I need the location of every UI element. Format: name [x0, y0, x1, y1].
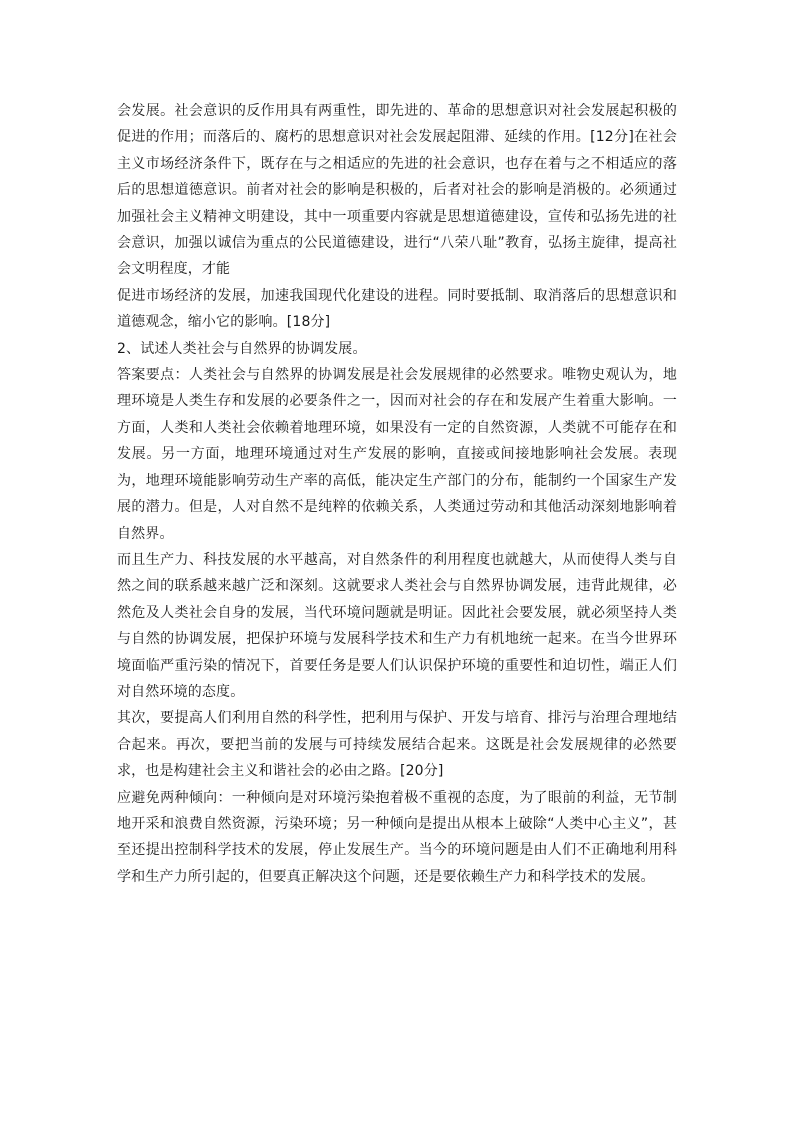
paragraph-market-economy: 促进市场经济的发展，加速我国现代化建设的进程。同时要抵制、取消落后的思想意识和道德观念，缩小它的影响。[18分] — [117, 287, 677, 331]
document-page — [117, 98, 677, 890]
paragraph-productivity: 而且生产力、科技发展的水平越高，对自然条件的利用程度也就越大，从而使得人类与自然之间的联系越来越广泛和深刻。这就要求人类社会与自然界协调发展，违背此规律，必然危及人类社会自身的发展，当代环境问题就是明证。因此社会要发展，就必须坚持人类与自然的协调发展，把保护环境与发展科学技术和生产力有机地统一起来。在当今世界环境面临严重污染的情况下，首要任务是要人们认识保护环境的重要性和迫切性，端正人们对自然环境的态度。 — [117, 551, 677, 700]
question-heading: 2、试述人类社会与自然界的协调发展。 — [117, 340, 367, 357]
paragraph-two-tendencies: 应避免两种倾向：一种倾向是对环境污染抱着极不重视的态度，为了眼前的利益，无节制地开采和浪费自然资源，污染环境；另一种倾向是提出从根本上破除“人类中心主义”，甚至还提出控制科学技术的发展，停止发展生产。当今的环境问题是由人们不正确地利用科学和生产力所引起的，但要真正解决这个问题，还是要依赖生产力和科学技术的发展。 — [117, 789, 677, 885]
paragraph-social-consciousness: 会发展。社会意识的反作用具有两重性，即先进的、革命的思想意识对社会发展起积极的促进的作用；而落后的、腐朽的思想意识对社会发展起阻滞、延续的作用。[12分]在社会主义市场经济条件下，既存在与之相适应的先进的社会意识，也存在着与之不相适应的落后的思想道德意识。前者对社会的影响是积极的，后者对社会的影响是消极的。必须通过加强社会主义精神文明建设，其中一项重要内容就是思想道德建设，宣传和弘扬先进的社会意识，加强以诚信为重点的公民道德建设，进行“八荣八耻”教育，弘扬主旋律，提高社会文明程度，才能 — [117, 103, 677, 278]
paragraph-secondly: 其次，要提高人们利用自然的科学性，把利用与保护、开发与培育、排污与治理合理地结合起来。再次，要把当前的发展与可持续发展结合起来。这既是社会发展规律的必然要求，也是构建社会主义和谐社会的必由之路。[20分] — [117, 710, 677, 780]
paragraph-answer-points: 答案要点：人类社会与自然界的协调发展是社会发展规律的必然要求。唯物史观认为，地理环境是人类生存和发展的必要条件之一，因而对社会的存在和发展产生着重大影响。一方面，人类和人类社会依赖着地理环境，如果没有一定的自然资源，人类就不可能存在和发展。另一方面，地理环境通过对生产发展的影响，直接或间接地影响社会发展。表现为，地理环境能影响劳动生产率的高低，能决定生产部门的分布，能制约一个国家生产发展的潜力。但是，人对自然不是纯粹的依赖关系，人类通过劳动和其他活动深刻地影响着自然界。 — [117, 367, 677, 542]
